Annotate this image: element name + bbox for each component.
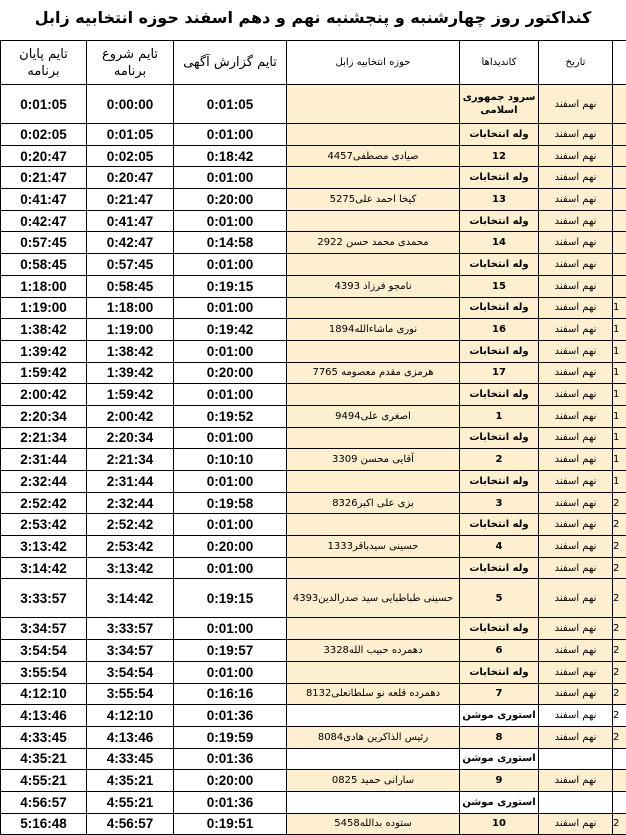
header-candidates: کاندیداها <box>460 41 539 85</box>
report-time-cell: 0:01:00 <box>174 167 287 189</box>
end-time-cell: 4:56:57 <box>1 791 87 813</box>
date-cell: نهم اسفند <box>539 813 613 835</box>
date-cell: نهم اسفند <box>539 471 613 493</box>
end-time-cell: 0:57:45 <box>1 232 87 254</box>
table-row <box>1 791 626 813</box>
header-zone: حوزه انتخابیه زابل <box>287 41 460 85</box>
start-time-cell: 3:14:42 <box>87 579 174 618</box>
candidate-cell: استوری موشن <box>460 705 539 727</box>
candidate-cell: وله انتخابات <box>460 618 539 640</box>
table-row <box>1 189 626 211</box>
report-time-cell: 0:01:00 <box>174 124 287 146</box>
report-time-cell: 0:01:00 <box>174 340 287 362</box>
report-time-cell: 0:01:00 <box>174 384 287 406</box>
table-row <box>1 661 626 683</box>
date-cell: نهم اسفند <box>539 362 613 384</box>
report-time-cell: 0:20:00 <box>174 189 287 211</box>
start-time-cell: 2:20:34 <box>87 427 174 449</box>
zone-cell <box>287 340 460 362</box>
date-cell: نهم اسفند <box>539 726 613 748</box>
zone-cell <box>287 471 460 493</box>
report-time-cell: 0:01:00 <box>174 514 287 536</box>
end-time-cell: 0:42:47 <box>1 210 87 232</box>
table-row <box>1 640 626 662</box>
report-time-cell: 0:01:05 <box>174 85 287 124</box>
table-row <box>1 492 626 514</box>
end-time-cell: 2:31:44 <box>1 449 87 471</box>
end-time-cell: 3:14:42 <box>1 557 87 579</box>
report-time-cell: 0:01:00 <box>174 254 287 276</box>
report-time-cell: 0:01:00 <box>174 618 287 640</box>
table-row <box>1 770 626 792</box>
extra-cell: 1 <box>613 362 626 384</box>
zone-cell <box>287 514 460 536</box>
table-row <box>1 297 626 319</box>
report-time-cell: 0:19:51 <box>174 813 287 835</box>
date-cell: نهم اسفند <box>539 189 613 211</box>
table-row <box>1 124 626 146</box>
extra-cell <box>613 210 626 232</box>
report-time-cell: 0:01:00 <box>174 557 287 579</box>
start-time-cell: 3:54:54 <box>87 661 174 683</box>
table-row <box>1 683 626 705</box>
date-cell: نهم اسفند <box>539 640 613 662</box>
extra-cell <box>613 791 626 813</box>
start-time-cell: 0:00:00 <box>87 85 174 124</box>
table-row <box>1 813 626 835</box>
zone-cell <box>287 85 460 124</box>
header-end-time: تایم پایان برنامه <box>1 41 87 85</box>
start-time-cell: 3:55:54 <box>87 683 174 705</box>
extra-cell: 2 <box>613 514 626 536</box>
candidate-cell: 5 <box>460 579 539 618</box>
zone-cell: حسینی سیدباقر1333 <box>287 536 460 558</box>
candidate-cell: 16 <box>460 319 539 341</box>
date-cell <box>539 748 613 770</box>
start-time-cell: 1:19:00 <box>87 319 174 341</box>
candidate-cell: 4 <box>460 536 539 558</box>
extra-cell: 2 <box>613 726 626 748</box>
candidate-cell: 1 <box>460 405 539 427</box>
date-cell: نهم اسفند <box>539 340 613 362</box>
date-cell: نهم اسفند <box>539 254 613 276</box>
candidate-cell: وله انتخابات <box>460 124 539 146</box>
table-row <box>1 340 626 362</box>
report-time-cell: 0:01:00 <box>174 297 287 319</box>
header-row <box>1 41 626 85</box>
start-time-cell: 2:53:42 <box>87 536 174 558</box>
start-time-cell: 0:02:05 <box>87 145 174 167</box>
table-row <box>1 514 626 536</box>
extra-cell <box>613 770 626 792</box>
start-time-cell: 0:57:45 <box>87 254 174 276</box>
table-row <box>1 384 626 406</box>
end-time-cell: 0:21:47 <box>1 167 87 189</box>
candidate-cell: وله انتخابات <box>460 297 539 319</box>
zone-cell: رئیس الذاکرین هادی8084 <box>287 726 460 748</box>
end-time-cell: 0:01:05 <box>1 85 87 124</box>
candidate-cell: 2 <box>460 449 539 471</box>
date-cell: نهم اسفند <box>539 210 613 232</box>
extra-cell <box>613 189 626 211</box>
report-time-cell: 0:16:16 <box>174 683 287 705</box>
zone-cell: نوری ماشاءالله1894 <box>287 319 460 341</box>
date-cell: نهم اسفند <box>539 514 613 536</box>
extra-cell <box>613 145 626 167</box>
extra-cell: 1 <box>613 319 626 341</box>
table-row <box>1 319 626 341</box>
zone-cell <box>287 254 460 276</box>
extra-cell: 2 <box>613 640 626 662</box>
extra-cell <box>613 85 626 124</box>
zone-cell <box>287 124 460 146</box>
zone-cell <box>287 618 460 640</box>
zone-cell <box>287 748 460 770</box>
start-time-cell: 1:59:42 <box>87 384 174 406</box>
end-time-cell: 5:16:48 <box>1 813 87 835</box>
candidate-cell: 14 <box>460 232 539 254</box>
date-cell: نهم اسفند <box>539 145 613 167</box>
date-cell <box>539 791 613 813</box>
candidate-cell: 13 <box>460 189 539 211</box>
date-cell: نهم اسفند <box>539 167 613 189</box>
zone-cell: سارانی حمید 0825 <box>287 770 460 792</box>
report-time-cell: 0:19:15 <box>174 275 287 297</box>
date-cell: نهم اسفند <box>539 297 613 319</box>
date-cell: نهم اسفند <box>539 770 613 792</box>
start-time-cell: 2:21:34 <box>87 449 174 471</box>
start-time-cell: 4:55:21 <box>87 791 174 813</box>
table-row <box>1 232 626 254</box>
end-time-cell: 0:41:47 <box>1 189 87 211</box>
end-time-cell: 3:34:57 <box>1 618 87 640</box>
report-time-cell: 0:19:15 <box>174 579 287 618</box>
end-time-cell: 2:00:42 <box>1 384 87 406</box>
candidate-cell: وله انتخابات <box>460 557 539 579</box>
end-time-cell: 3:33:57 <box>1 579 87 618</box>
end-time-cell: 1:39:42 <box>1 340 87 362</box>
candidate-cell: 17 <box>460 362 539 384</box>
zone-cell <box>287 297 460 319</box>
start-time-cell: 3:34:57 <box>87 640 174 662</box>
start-time-cell: 4:56:57 <box>87 813 174 835</box>
extra-cell: 1 <box>613 340 626 362</box>
end-time-cell: 0:58:45 <box>1 254 87 276</box>
extra-cell: 1 <box>613 449 626 471</box>
table-row <box>1 705 626 727</box>
table-row <box>1 427 626 449</box>
date-cell: نهم اسفند <box>539 275 613 297</box>
zone-cell: اصغری علی9494 <box>287 405 460 427</box>
table-row <box>1 748 626 770</box>
end-time-cell: 4:33:45 <box>1 726 87 748</box>
page-title: کنداکتور روز چهارشنبه و پنجشنبه نهم و دهم اسفند حوزه انتخابیه زابل <box>0 8 626 27</box>
start-time-cell: 1:18:00 <box>87 297 174 319</box>
zone-cell <box>287 384 460 406</box>
candidate-cell: 15 <box>460 275 539 297</box>
end-time-cell: 1:38:42 <box>1 319 87 341</box>
candidate-cell: استوری موشن <box>460 748 539 770</box>
zone-cell: کیخا احمد علی5275 <box>287 189 460 211</box>
start-time-cell: 2:31:44 <box>87 471 174 493</box>
start-time-cell: 0:01:05 <box>87 124 174 146</box>
date-cell: نهم اسفند <box>539 557 613 579</box>
extra-cell <box>613 748 626 770</box>
report-time-cell: 0:20:00 <box>174 536 287 558</box>
table-row <box>1 471 626 493</box>
report-time-cell: 0:14:58 <box>174 232 287 254</box>
report-time-cell: 0:01:00 <box>174 427 287 449</box>
candidate-cell: 7 <box>460 683 539 705</box>
start-time-cell: 3:13:42 <box>87 557 174 579</box>
extra-cell: 1 <box>613 471 626 493</box>
candidate-cell: وله انتخابات <box>460 167 539 189</box>
end-time-cell: 3:54:54 <box>1 640 87 662</box>
extra-cell <box>613 254 626 276</box>
zone-cell: هرمزی مقدم معصومه 7765 <box>287 362 460 384</box>
header-date: تاریخ <box>539 41 613 85</box>
extra-cell: 2 <box>613 661 626 683</box>
candidate-cell: وله انتخابات <box>460 210 539 232</box>
start-time-cell: 0:42:47 <box>87 232 174 254</box>
zone-cell <box>287 167 460 189</box>
date-cell: نهم اسفند <box>539 85 613 124</box>
table-row <box>1 536 626 558</box>
table-row <box>1 618 626 640</box>
candidate-cell: وله انتخابات <box>460 514 539 536</box>
start-time-cell: 0:21:47 <box>87 189 174 211</box>
extra-cell: 2 <box>613 618 626 640</box>
date-cell: نهم اسفند <box>539 124 613 146</box>
extra-cell: 1 <box>613 427 626 449</box>
extra-cell: 2 <box>613 557 626 579</box>
table-row <box>1 167 626 189</box>
zone-cell: ستوده بدالله5458 <box>287 813 460 835</box>
end-time-cell: 4:12:10 <box>1 683 87 705</box>
zone-cell: بزی علی اکبر8326 <box>287 492 460 514</box>
table-row <box>1 275 626 297</box>
table-row <box>1 726 626 748</box>
date-cell: نهم اسفند <box>539 492 613 514</box>
zone-cell: حسینی طباطبایی سید صدرالدین4393 <box>287 579 460 618</box>
header-report-time: تایم گزارش آگهی <box>174 41 287 85</box>
end-time-cell: 2:53:42 <box>1 514 87 536</box>
start-time-cell: 0:58:45 <box>87 275 174 297</box>
zone-cell: آقایی محسن 3309 <box>287 449 460 471</box>
end-time-cell: 1:19:00 <box>1 297 87 319</box>
report-time-cell: 0:19:59 <box>174 726 287 748</box>
candidate-cell: 10 <box>460 813 539 835</box>
date-cell: نهم اسفند <box>539 536 613 558</box>
date-cell: نهم اسفند <box>539 405 613 427</box>
report-time-cell: 0:19:58 <box>174 492 287 514</box>
start-time-cell: 4:35:21 <box>87 770 174 792</box>
zone-cell <box>287 705 460 727</box>
end-time-cell: 4:55:21 <box>1 770 87 792</box>
date-cell: نهم اسفند <box>539 661 613 683</box>
date-cell: نهم اسفند <box>539 683 613 705</box>
zone-cell: صیادی مصطفی4457 <box>287 145 460 167</box>
candidate-cell: 9 <box>460 770 539 792</box>
candidate-cell: 8 <box>460 726 539 748</box>
zone-cell: دهمرده قلعه نو سلطانعلی8132 <box>287 683 460 705</box>
report-time-cell: 0:01:00 <box>174 661 287 683</box>
start-time-cell: 1:39:42 <box>87 362 174 384</box>
report-time-cell: 0:01:36 <box>174 748 287 770</box>
candidate-cell: 12 <box>460 145 539 167</box>
candidate-cell: 6 <box>460 640 539 662</box>
extra-cell <box>613 275 626 297</box>
start-time-cell: 4:33:45 <box>87 748 174 770</box>
report-time-cell: 0:01:00 <box>174 471 287 493</box>
date-cell: نهم اسفند <box>539 449 613 471</box>
table-row <box>1 579 626 618</box>
candidate-cell: استوری موشن <box>460 791 539 813</box>
zone-cell <box>287 557 460 579</box>
extra-cell: 1 <box>613 405 626 427</box>
candidate-cell: وله انتخابات <box>460 340 539 362</box>
end-time-cell: 2:32:44 <box>1 471 87 493</box>
date-cell: نهم اسفند <box>539 427 613 449</box>
end-time-cell: 2:52:42 <box>1 492 87 514</box>
extra-cell: 2 <box>613 813 626 835</box>
extra-cell: 2 <box>613 536 626 558</box>
end-time-cell: 3:55:54 <box>1 661 87 683</box>
extra-cell <box>613 232 626 254</box>
end-time-cell: 0:20:47 <box>1 145 87 167</box>
end-time-cell: 2:21:34 <box>1 427 87 449</box>
zone-cell <box>287 210 460 232</box>
start-time-cell: 1:38:42 <box>87 340 174 362</box>
candidate-cell: وله انتخابات <box>460 384 539 406</box>
zone-cell <box>287 791 460 813</box>
end-time-cell: 1:18:00 <box>1 275 87 297</box>
candidate-cell: 3 <box>460 492 539 514</box>
start-time-cell: 2:32:44 <box>87 492 174 514</box>
candidate-cell: سرود جمهوری اسلامی <box>460 85 539 124</box>
start-time-cell: 4:12:10 <box>87 705 174 727</box>
zone-cell <box>287 661 460 683</box>
report-time-cell: 0:01:00 <box>174 210 287 232</box>
report-time-cell: 0:20:00 <box>174 770 287 792</box>
zone-cell <box>287 427 460 449</box>
start-time-cell: 4:13:46 <box>87 726 174 748</box>
date-cell: نهم اسفند <box>539 319 613 341</box>
report-time-cell: 0:10:10 <box>174 449 287 471</box>
extra-cell: 1 <box>613 297 626 319</box>
extra-cell: 1 <box>613 384 626 406</box>
report-time-cell: 0:19:57 <box>174 640 287 662</box>
extra-cell <box>613 124 626 146</box>
candidate-cell: وله انتخابات <box>460 254 539 276</box>
extra-cell: 2 <box>613 579 626 618</box>
start-time-cell: 0:20:47 <box>87 167 174 189</box>
table-row <box>1 557 626 579</box>
extra-cell: 2 <box>613 705 626 727</box>
report-time-cell: 0:20:00 <box>174 362 287 384</box>
report-time-cell: 0:01:36 <box>174 705 287 727</box>
start-time-cell: 2:00:42 <box>87 405 174 427</box>
header-start-time: تایم شروع برنامه <box>87 41 174 85</box>
zone-cell: دهمرده حبیب الله3328 <box>287 640 460 662</box>
date-cell: نهم اسفند <box>539 232 613 254</box>
report-time-cell: 0:19:52 <box>174 405 287 427</box>
date-cell: نهم اسفند <box>539 705 613 727</box>
candidate-cell: وله انتخابات <box>460 427 539 449</box>
table-row <box>1 210 626 232</box>
table-row <box>1 449 626 471</box>
start-time-cell: 0:41:47 <box>87 210 174 232</box>
candidate-cell: وله انتخابات <box>460 471 539 493</box>
start-time-cell: 2:52:42 <box>87 514 174 536</box>
table-row <box>1 145 626 167</box>
table-row <box>1 362 626 384</box>
zone-cell: نامجو فرزاد 4393 <box>287 275 460 297</box>
end-time-cell: 3:13:42 <box>1 536 87 558</box>
zone-cell: محمدی محمد حسن 2922 <box>287 232 460 254</box>
report-time-cell: 0:01:36 <box>174 791 287 813</box>
date-cell: نهم اسفند <box>539 579 613 618</box>
report-time-cell: 0:18:42 <box>174 145 287 167</box>
end-time-cell: 1:59:42 <box>1 362 87 384</box>
date-cell: نهم اسفند <box>539 384 613 406</box>
candidate-cell: وله انتخابات <box>460 661 539 683</box>
end-time-cell: 2:20:34 <box>1 405 87 427</box>
extra-cell: 2 <box>613 683 626 705</box>
extra-cell <box>613 167 626 189</box>
start-time-cell: 3:33:57 <box>87 618 174 640</box>
end-time-cell: 0:02:05 <box>1 124 87 146</box>
date-cell: نهم اسفند <box>539 618 613 640</box>
table-row <box>1 254 626 276</box>
schedule-table <box>0 40 626 835</box>
end-time-cell: 4:13:46 <box>1 705 87 727</box>
table-row <box>1 405 626 427</box>
header-extra <box>613 41 626 85</box>
end-time-cell: 4:35:21 <box>1 748 87 770</box>
extra-cell: 2 <box>613 492 626 514</box>
table-row <box>1 85 626 124</box>
report-time-cell: 0:19:42 <box>174 319 287 341</box>
